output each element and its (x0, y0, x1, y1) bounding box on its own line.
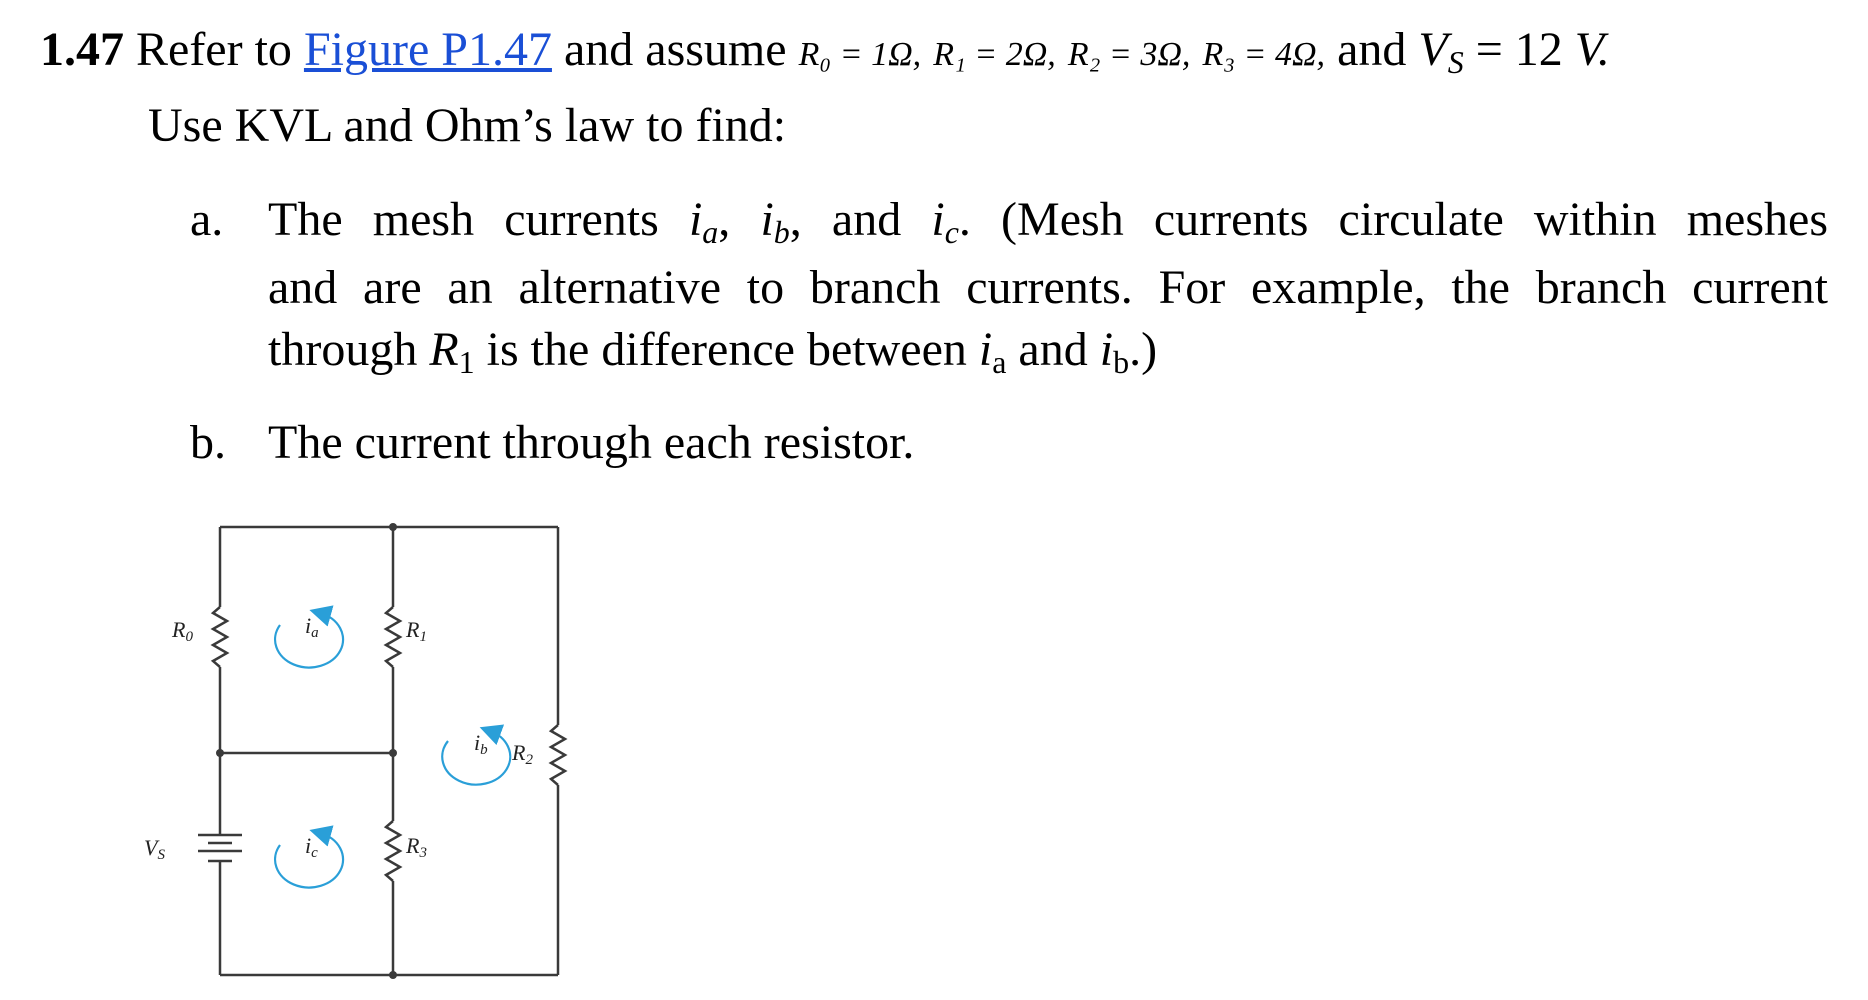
part-a-line-2 (268, 260, 1828, 316)
ic-label: ic (305, 833, 318, 861)
ia-label: ia (305, 613, 319, 641)
vs-subscript: S (1447, 44, 1464, 80)
junction-dot (216, 749, 224, 757)
part-a-text-line-2: and are an alternative to branch currents. For example, the branch current (268, 261, 1828, 314)
r3-label: R3 (406, 833, 427, 861)
part-b-text: The current through each resistor. (268, 416, 915, 469)
r3-value: R₃ = 4Ω, (1202, 36, 1326, 73)
r1-subscript: 1 (458, 344, 475, 380)
r1-symbol: R (429, 323, 459, 376)
r2-label: R2 (512, 740, 533, 768)
part-a-line-1: The mesh currents $i_a$, $i_b$, and $i_c$. (Mesh currents circulate within meshes (268, 193, 1829, 250)
instruction-text: Use KVL and Ohm’s law to find: (148, 99, 787, 152)
intro-text-2: and assume (551, 23, 799, 76)
r1-resistor (386, 607, 400, 667)
problem-statement-line-2 (148, 98, 786, 154)
ic-subscript: c (944, 214, 959, 250)
ib-symbol-2: i (1099, 323, 1114, 376)
r0-label: R0 (172, 617, 193, 645)
and-word: and (1325, 23, 1419, 76)
part-a-text-end: . (Mesh currents circulate within meshes (958, 193, 1829, 246)
ib-label: ib (474, 730, 488, 758)
vs-value: = 12 (1463, 23, 1575, 76)
ia-subscript-2: a (992, 344, 1007, 380)
junction-dot (389, 971, 397, 979)
intro-text: Refer to (124, 23, 304, 76)
r0-resistor (213, 607, 227, 667)
figure-link[interactable]: Figure P1.47 (303, 23, 552, 76)
junction-dot (389, 523, 397, 531)
r2-value: R₂ = 3Ω, (1067, 36, 1191, 73)
vs-symbol: V (1418, 23, 1448, 76)
ia-symbol-2: i (978, 323, 993, 376)
part-a-text: The mesh currents (268, 193, 689, 246)
circuit-diagram (140, 515, 580, 995)
ib-subscript-2: b (1113, 344, 1130, 380)
r0-value: R₀ = 1Ω, (798, 36, 922, 73)
vs-unit: V. (1574, 23, 1610, 76)
r1-label: R1 (406, 617, 427, 645)
part-b-label: b. (190, 416, 226, 469)
part-a-line-3: through $R_1$ is the difference between $i_a$ and $i_b$.) (268, 323, 1158, 380)
ia-subscript: a (702, 214, 719, 250)
r1-value: R₁ = 2Ω, (933, 36, 1056, 73)
vs-label: VS (144, 835, 165, 863)
part-a-label: a. (190, 193, 224, 246)
ic-symbol: i (931, 193, 945, 246)
vs-battery (198, 835, 242, 861)
junction-dot (389, 749, 397, 757)
ib-symbol: i (760, 193, 774, 246)
r3-resistor (386, 821, 400, 881)
ia-symbol: i (688, 193, 703, 246)
problem-number: 1.47 (40, 23, 124, 76)
ib-subscript: b (773, 214, 790, 250)
problem-statement-line-1 (40, 22, 1610, 83)
r2-resistor (551, 725, 565, 785)
